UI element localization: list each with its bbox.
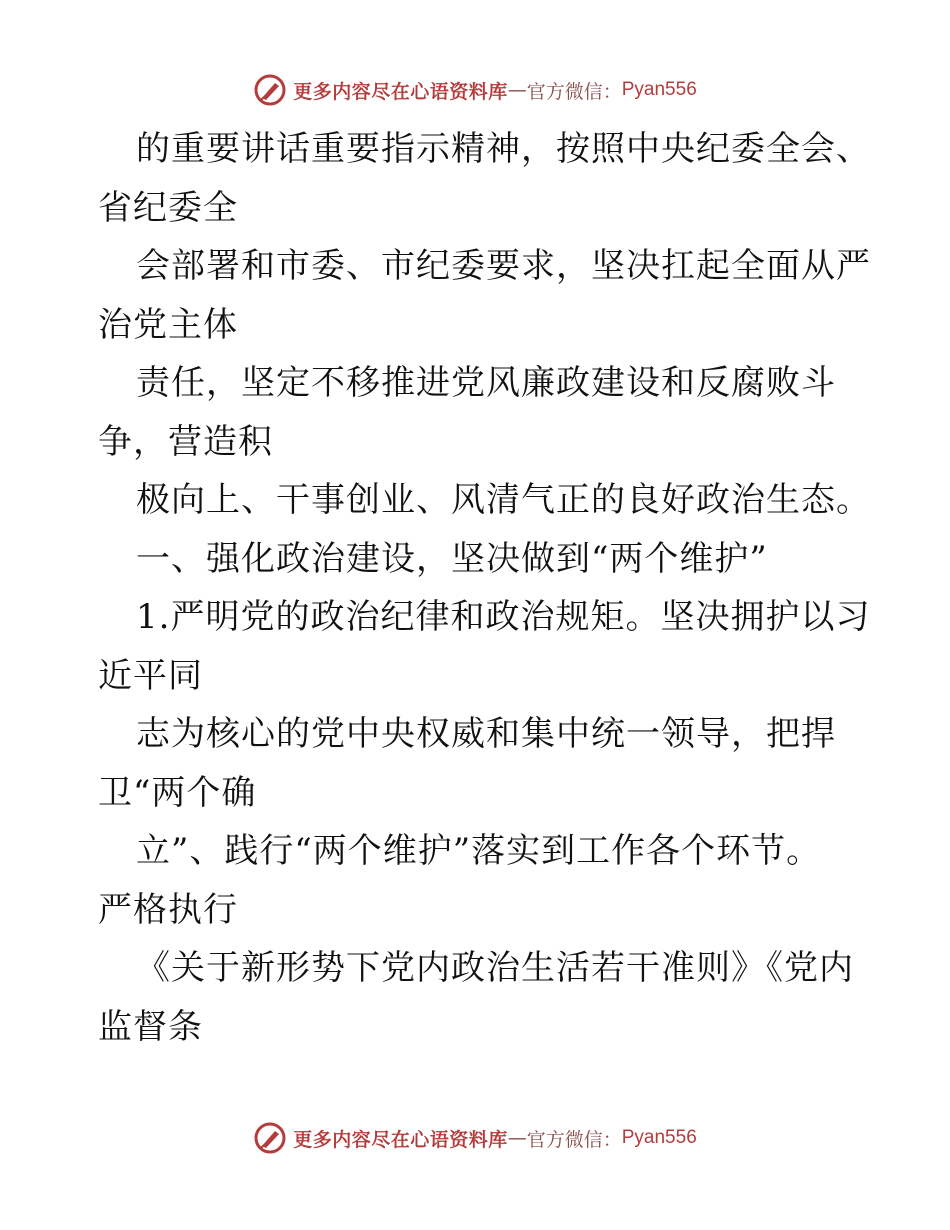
section-heading: 一、强化政治建设，坚决做到“两个维护” — [136, 538, 768, 579]
text-line: 立”、践行“两个维护”落实到工作各个环节。 — [136, 831, 822, 871]
text-line: 的重要讲话重要指示精神，按照中央纪委全会、 — [136, 129, 871, 169]
text-line: 近平同 — [98, 655, 203, 696]
watermark-main-text: 更多内容尽在心语资料库 — [293, 80, 508, 103]
text-line: 《关于新形势下党内政治生活若干准则》《党内 — [136, 948, 854, 988]
watermark-dash: — — [507, 79, 527, 101]
watermark-footer — [0, 1118, 950, 1158]
text-line: 治党主体 — [98, 304, 238, 345]
text-line: 严格执行 — [98, 889, 238, 930]
quill-logo-icon — [253, 73, 287, 107]
text-line: 省纪委全 — [98, 187, 238, 228]
text-line: 志为核心的党中央权威和集中统一领导，把捍 — [136, 714, 836, 754]
text-line: 卫“两个确 — [98, 772, 257, 813]
watermark-sub-text: 官方微信： — [526, 1128, 622, 1151]
text-line: 争，营造积 — [98, 421, 273, 462]
watermark-sub-text: 官方微信： — [526, 80, 622, 103]
watermark-header — [0, 70, 950, 110]
text-line: 会部署和市委、市纪委要求，坚决扛起全面从严 — [136, 246, 871, 286]
document-body — [98, 120, 871, 1056]
text-line: 监督条 — [98, 1006, 203, 1047]
watermark-id: Pyan556 — [621, 79, 697, 100]
quill-logo-icon — [253, 1121, 287, 1155]
watermark-main-text: 更多内容尽在心语资料库 — [293, 1128, 508, 1151]
text-line: 1.严明党的政治纪律和政治规矩。坚决拥护以习 — [136, 597, 871, 637]
text-line: 责任，坚定不移推进党风廉政建设和反腐败斗 — [136, 363, 836, 403]
text-line: 极向上、干事创业、风清气正的良好政治生态。 — [136, 480, 871, 520]
watermark-id: Pyan556 — [621, 1127, 697, 1148]
watermark-dash: — — [507, 1127, 527, 1149]
